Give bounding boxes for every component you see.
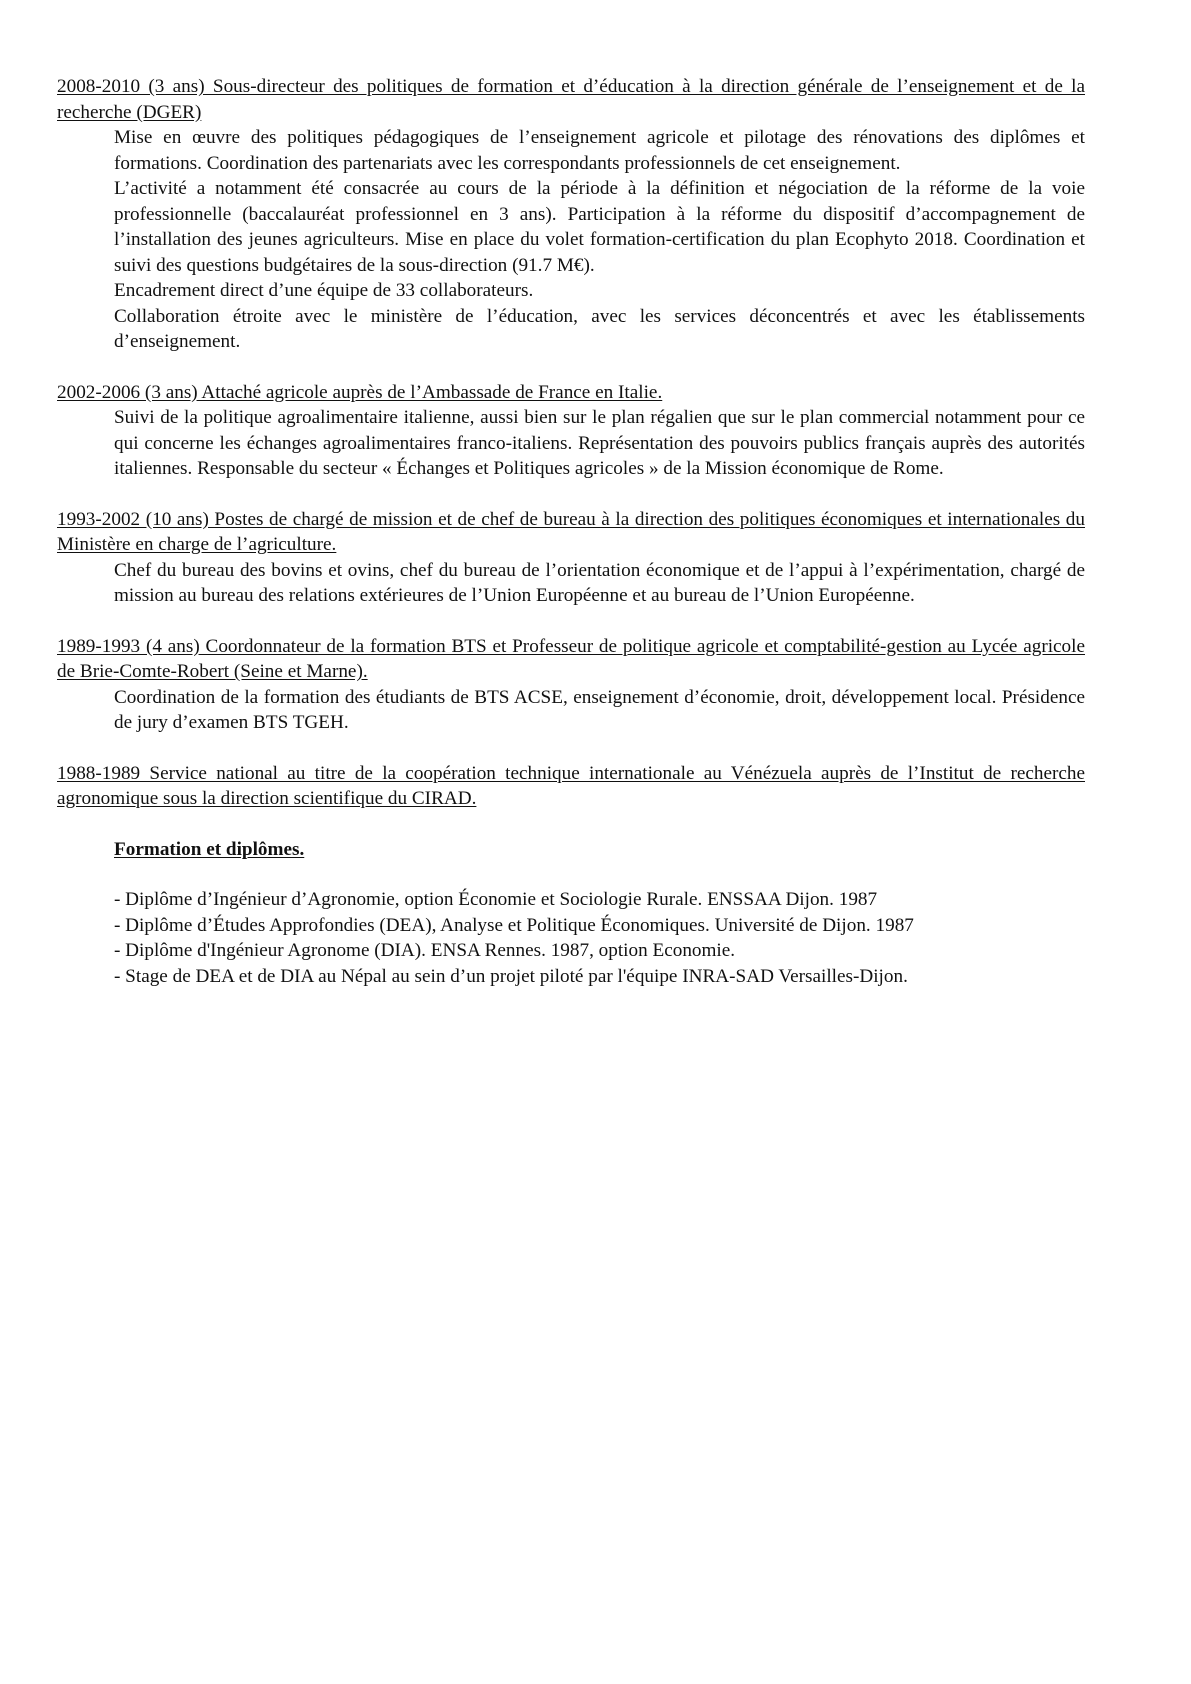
career-entry-1989-1993	[57, 634, 1085, 736]
formation-section	[57, 837, 1085, 990]
entry-paragraph: Encadrement direct d’une équipe de 33 collaborateurs.	[114, 280, 534, 301]
diploma-item: - Stage de DEA et de DIA au Népal au sein d’un projet piloté par l'équipe INRA-SAD Versailles-Dijon.	[114, 965, 908, 987]
entry-title: 1993-2002 (10 ans) Postes de chargé de mission et de chef de bureau à la direction des politiques économiques et internationales du Ministère en charge de l’agriculture.	[57, 508, 1085, 555]
entry-paragraph: Collaboration étroite avec le ministère de l’éducation, avec les services déconcentrés et avec les établissements d’enseignement.	[114, 305, 1085, 352]
career-entry-2008-2010	[57, 74, 1085, 355]
diploma-item: - Diplôme d'Ingénieur Agronome (DIA). ENSA Rennes. 1987, option Economie.	[114, 940, 736, 961]
entry-title: 1988-1989 Service national au titre de la coopération technique internationale au Vénézuela auprès de l’Institut de recherche agronomique sous la direction scientifique du CIRAD.	[57, 762, 1085, 809]
entry-paragraph: Mise en œuvre des politiques pédagogiques de l’enseignement agricole et pilotage des rénovations des diplômes et formations. Coordination des partenariats avec les correspondants professionnels de cet enseignement.	[114, 127, 1085, 174]
entry-title: 2008-2010 (3 ans) Sous-directeur des politiques de formation et d’éducation à la direction générale de l’enseignement et de la recherche (DGER)	[57, 76, 1085, 123]
career-entry-2002-2006	[57, 380, 1085, 482]
entry-paragraph: Suivi de la politique agroalimentaire italienne, aussi bien sur le plan régalien que sur le plan commercial notamment pour ce qui concerne les échanges agroalimentaires franco-italiens. Représentation des pouvoirs publics français auprès des autorités italiennes. Responsable du secteur « Échanges et Politiques agricoles » de la Mission économique de Rome.	[114, 407, 1085, 479]
diploma-item: - Diplôme d’Ingénieur d’Agronomie, option Économie et Sociologie Rurale. ENSSAA Dijon. 1987	[114, 889, 878, 910]
career-entry-1993-2002	[57, 507, 1085, 609]
entry-paragraph: L’activité a notamment été consacrée au cours de la période à la définition et négociation de la réforme de la voie professionnelle (baccalauréat professionnel en 3 ans). Participation à la réforme du dispositif d’accompagnement de l’installation des jeunes agriculteurs. Mise en place du volet formation-certification du plan Ecophyto 2018. Coordination et suivi des questions budgétaires de la sous-direction (91.7 M€).	[114, 178, 1085, 276]
diploma-list	[114, 887, 1085, 989]
diploma-item: - Diplôme d’Études Approfondies (DEA), Analyse et Politique Économiques. Université de Dijon. 1987	[114, 914, 914, 936]
section-heading: Formation et diplômes.	[114, 838, 305, 860]
entry-paragraph: Chef du bureau des bovins et ovins, chef du bureau de l’orientation économique et de l’appui à l’expérimentation, chargé de mission au bureau des relations extérieures de l’Union Européenne et au bureau de l’Union Européenne.	[114, 559, 1085, 606]
entry-title: 1989-1993 (4 ans) Coordonnateur de la formation BTS et Professeur de politique agricole et comptabilité-gestion au Lycée agricole de Brie-Comte-Robert (Seine et Marne).	[57, 635, 1085, 682]
entry-title: 2002-2006 (3 ans) Attaché agricole auprès de l’Ambassade de France en Italie.	[57, 381, 663, 403]
entry-paragraph: Coordination de la formation des étudiants de BTS ACSE, enseignement d’économie, droit, développement local. Présidence de jury d’examen BTS TGEH.	[114, 686, 1085, 733]
career-entry-1988-1989	[57, 761, 1085, 812]
